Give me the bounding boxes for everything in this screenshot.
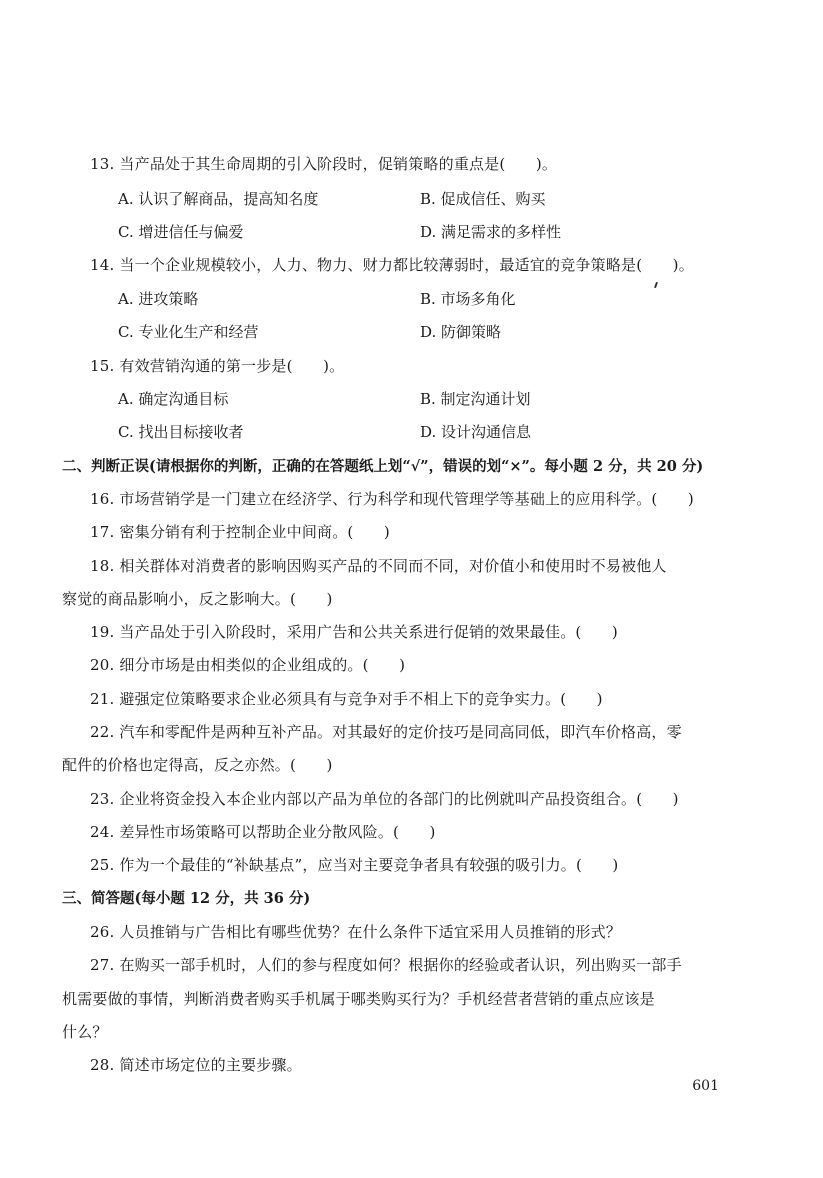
page-number: 601 bbox=[692, 1078, 719, 1094]
question-20: 20. 细分市场是由相类似的企业组成的。( ) bbox=[90, 656, 406, 674]
question-21: 21. 避强定位策略要求企业必须具有与竞争对手不相上下的竞争实力。( ) bbox=[90, 690, 603, 708]
question-15-option-d: D. 设计沟通信息 bbox=[420, 423, 532, 441]
question-13-option-b: B. 促成信任、购买 bbox=[420, 190, 546, 208]
question-15-option-a: A. 确定沟通目标 bbox=[118, 390, 229, 408]
question-25: 25. 作为一个最佳的“补缺基点”，应当对主要竞争者具有较强的吸引力。( ) bbox=[90, 856, 619, 874]
question-23: 23. 企业将资金投入本企业内部以产品为单位的各部门的比例就叫产品投资组合。( ) bbox=[90, 790, 679, 808]
question-18-line-2: 察觉的商品影响小，反之影响大。( ) bbox=[62, 590, 333, 608]
question-26: 26. 人员推销与广告相比有哪些优势？在什么条件下适宜采用人员推销的形式？ bbox=[90, 923, 622, 941]
question-27-line-2: 机需要做的事情，判断消费者购买手机属于哪类购买行为？手机经营者营销的重点应该是 bbox=[62, 990, 655, 1008]
question-13-option-c: C. 增进信任与偏爱 bbox=[118, 223, 244, 241]
question-18-line-1: 18. 相关群体对消费者的影响因购买产品的不同而不同，对价值小和使用时不易被他人 bbox=[90, 557, 667, 575]
question-24: 24. 差异性市场策略可以帮助企业分散风险。( ) bbox=[90, 823, 436, 841]
section-3-heading: 三、简答题(每小题 12 分，共 36 分) bbox=[62, 890, 311, 907]
question-16: 16. 市场营销学是一门建立在经济学、行为科学和现代管理学等基础上的应用科学。( ) bbox=[90, 490, 694, 508]
question-15-option-b: B. 制定沟通计划 bbox=[420, 390, 531, 408]
question-22-line-1: 22. 汽车和零配件是两种互补产品。对其最好的定价技巧是同高同低，即汽车价格高，零 bbox=[90, 723, 682, 741]
scan-mark bbox=[654, 282, 658, 288]
question-22-line-2: 配件的价格也定得高，反之亦然。( ) bbox=[62, 756, 333, 774]
question-14-stem: 14. 当一个企业规模较小，人力、物力、财力都比较薄弱时，最适宜的竞争策略是( )。 bbox=[90, 256, 694, 274]
question-13-option-a: A. 认识了解商品，提高知名度 bbox=[118, 190, 319, 208]
question-28: 28. 简述市场定位的主要步骤。 bbox=[90, 1056, 302, 1074]
question-17: 17. 密集分销有利于控制企业中间商。( ) bbox=[90, 523, 390, 541]
question-13-option-d: D. 满足需求的多样性 bbox=[420, 223, 562, 241]
question-14-option-a: A. 进攻策略 bbox=[118, 290, 199, 308]
question-19: 19. 当产品处于引入阶段时，采用广告和公共关系进行促销的效果最佳。( ) bbox=[90, 623, 618, 641]
section-2-heading: 二、判断正误(请根据你的判断，正确的在答题纸上划“√”，错误的划“×”。每小题 2 分，共 20 分) bbox=[62, 458, 704, 475]
question-14-option-c: C. 专业化生产和经营 bbox=[118, 323, 259, 341]
question-14-option-b: B. 市场多角化 bbox=[420, 290, 516, 308]
question-27-line-1: 27. 在购买一部手机时，人们的参与程度如何？根据你的经验或者认识，列出购买一部手 bbox=[90, 956, 682, 974]
question-14-option-d: D. 防御策略 bbox=[420, 323, 502, 341]
question-27-line-3: 什么？ bbox=[62, 1023, 108, 1041]
question-15-stem: 15. 有效营销沟通的第一步是( )。 bbox=[90, 357, 345, 375]
question-15-option-c: C. 找出目标接收者 bbox=[118, 423, 244, 441]
question-13-stem: 13. 当产品处于其生命周期的引入阶段时，促销策略的重点是( )。 bbox=[90, 155, 558, 173]
